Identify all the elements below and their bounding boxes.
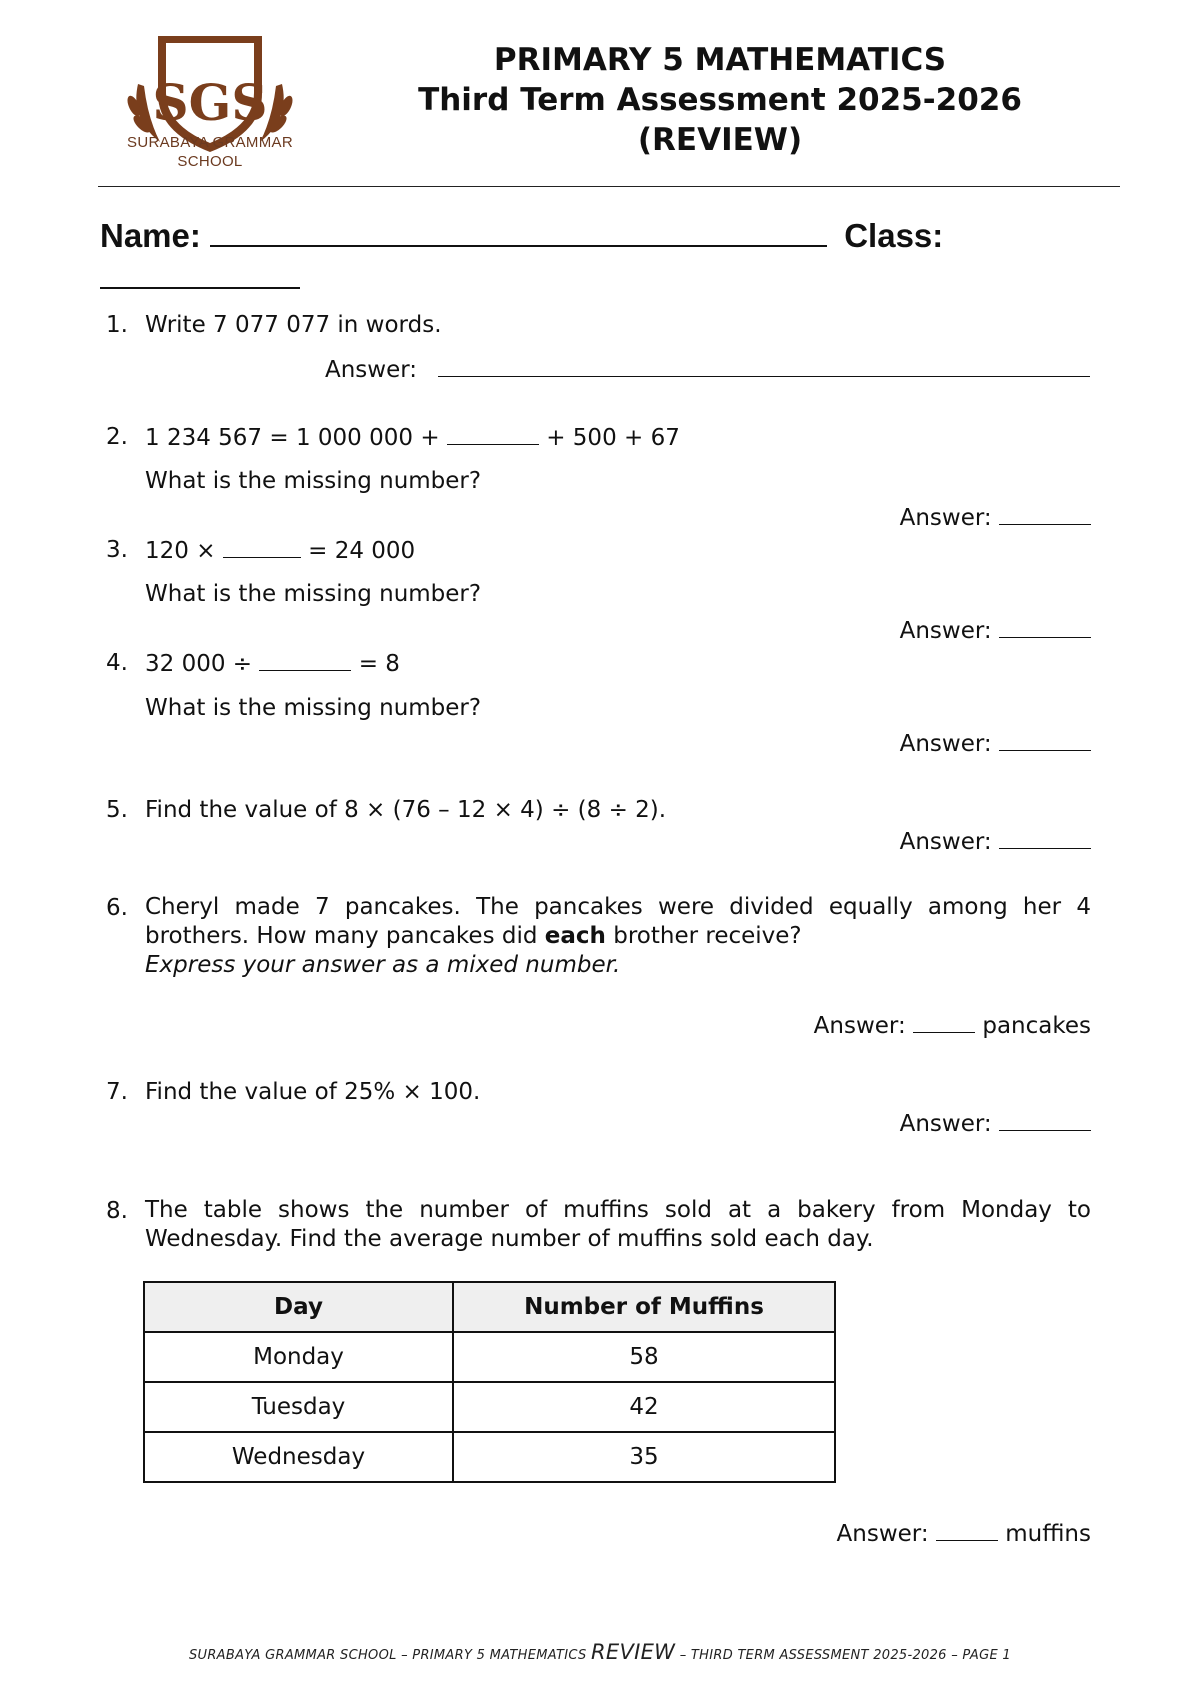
answer-3: [900, 615, 1091, 646]
class-field[interactable]: [100, 256, 300, 289]
answer-label: Answer:: [899, 829, 992, 855]
answer-blank[interactable]: [438, 354, 1090, 377]
answer-blank[interactable]: [999, 1108, 1091, 1131]
question-text: The table shows the number of muffins sold at a bakery from Monday to Wednesday. Find the average number of muffins sold each day.: [145, 1197, 1091, 1252]
question-text: Find the value of 8 × (76 – 12 × 4) ÷ (8 ÷ 2).: [145, 797, 667, 823]
equation-right: = 24 000: [308, 538, 416, 564]
emphasis-word: each: [544, 923, 606, 949]
footer-review: REVIEW: [590, 1640, 676, 1664]
answer-label: Answer:: [899, 1111, 992, 1137]
question-number: 3.: [106, 537, 128, 563]
answer-blank[interactable]: [936, 1518, 998, 1541]
day-cell: Monday: [144, 1332, 453, 1382]
count-cell: 35: [453, 1432, 835, 1482]
title-line1: PRIMARY 5 MATHEMATICS: [493, 42, 947, 78]
header-divider: [98, 186, 1120, 187]
answer-label: Answer:: [325, 357, 418, 383]
answer-8: [837, 1518, 1091, 1549]
missing-number-blank[interactable]: [223, 535, 301, 558]
table-row: [144, 1432, 835, 1482]
answer-2: [900, 502, 1091, 533]
answer-unit: pancakes: [982, 1013, 1091, 1039]
answer-5: [900, 826, 1091, 857]
student-info-row: [100, 214, 1130, 298]
answer-blank[interactable]: [999, 502, 1091, 525]
page-footer: [0, 1640, 1200, 1664]
answer-1: [325, 354, 1090, 385]
column-header-muffins: Number of Muffins: [453, 1282, 835, 1332]
school-name-line2: SCHOOL: [177, 153, 243, 170]
question-number: 5.: [106, 797, 128, 823]
question-number: 7.: [106, 1079, 128, 1105]
answer-label: Answer:: [813, 1013, 906, 1039]
answer-6: [814, 1010, 1091, 1041]
equation-left: 120 ×: [145, 538, 216, 564]
answer-7: [900, 1108, 1091, 1139]
question-prompt: What is the missing number?: [145, 695, 482, 721]
column-header-day: Day: [144, 1282, 453, 1332]
table-header-row: [144, 1282, 835, 1332]
answer-label: Answer:: [899, 505, 992, 531]
answer-blank[interactable]: [999, 615, 1091, 638]
muffins-table: [143, 1281, 836, 1483]
question-number: 6.: [106, 895, 128, 921]
question-number: 2.: [106, 424, 128, 450]
day-cell: Tuesday: [144, 1382, 453, 1432]
question-text-end: brother receive?: [613, 923, 802, 949]
answer-blank[interactable]: [999, 728, 1091, 751]
table-row: [144, 1382, 835, 1432]
question-prompt: What is the missing number?: [145, 581, 482, 607]
answer-label: Answer:: [899, 731, 992, 757]
count-cell: 58: [453, 1332, 835, 1382]
answer-4: [900, 728, 1091, 759]
school-name: [110, 133, 310, 171]
title-line3: (REVIEW): [637, 122, 803, 158]
name-label: Name:: [100, 217, 201, 254]
question-text: Write 7 077 077 in words.: [145, 312, 442, 338]
question-prompt: What is the missing number?: [145, 468, 482, 494]
missing-number-blank[interactable]: [259, 648, 351, 671]
question-text: Find the value of 25% × 100.: [145, 1079, 481, 1105]
equation-left: 1 234 567 = 1 000 000 +: [145, 425, 440, 451]
answer-unit: muffins: [1005, 1521, 1091, 1547]
answer-blank[interactable]: [913, 1010, 975, 1033]
equation-right: = 8: [358, 651, 400, 677]
equation-left: 32 000 ÷: [145, 651, 253, 677]
answer-label: Answer:: [899, 618, 992, 644]
question-number: 8.: [106, 1198, 128, 1224]
missing-number-blank[interactable]: [447, 422, 539, 445]
answer-instruction: Express your answer as a mixed number.: [145, 952, 621, 978]
school-name-line1: SURABAYA GRAMMAR: [127, 134, 293, 151]
title-line2: Third Term Assessment 2025-2026: [418, 82, 1022, 118]
answer-label: Answer:: [836, 1521, 929, 1547]
answer-blank[interactable]: [999, 826, 1091, 849]
equation-right: + 500 + 67: [546, 425, 680, 451]
table-row: [144, 1332, 835, 1382]
count-cell: 42: [453, 1382, 835, 1432]
footer-page: – THIRD TERM ASSESSMENT 2025-2026 – PAGE 1: [679, 1648, 1011, 1663]
name-field[interactable]: [210, 214, 827, 247]
logo-monogram: SGS: [152, 73, 268, 132]
question-number: 1.: [106, 312, 128, 338]
question-text: Cheryl made 7 pancakes. The pancakes were divided equally among her 4 brothers. How many pancakes did: [145, 894, 1091, 949]
question-number: 4.: [106, 650, 128, 676]
footer-text: SURABAYA GRAMMAR SCHOOL – PRIMARY 5 MATHEMATICS: [188, 1648, 587, 1663]
page-title: [380, 40, 1060, 160]
day-cell: Wednesday: [144, 1432, 453, 1482]
class-label: Class:: [844, 217, 944, 254]
